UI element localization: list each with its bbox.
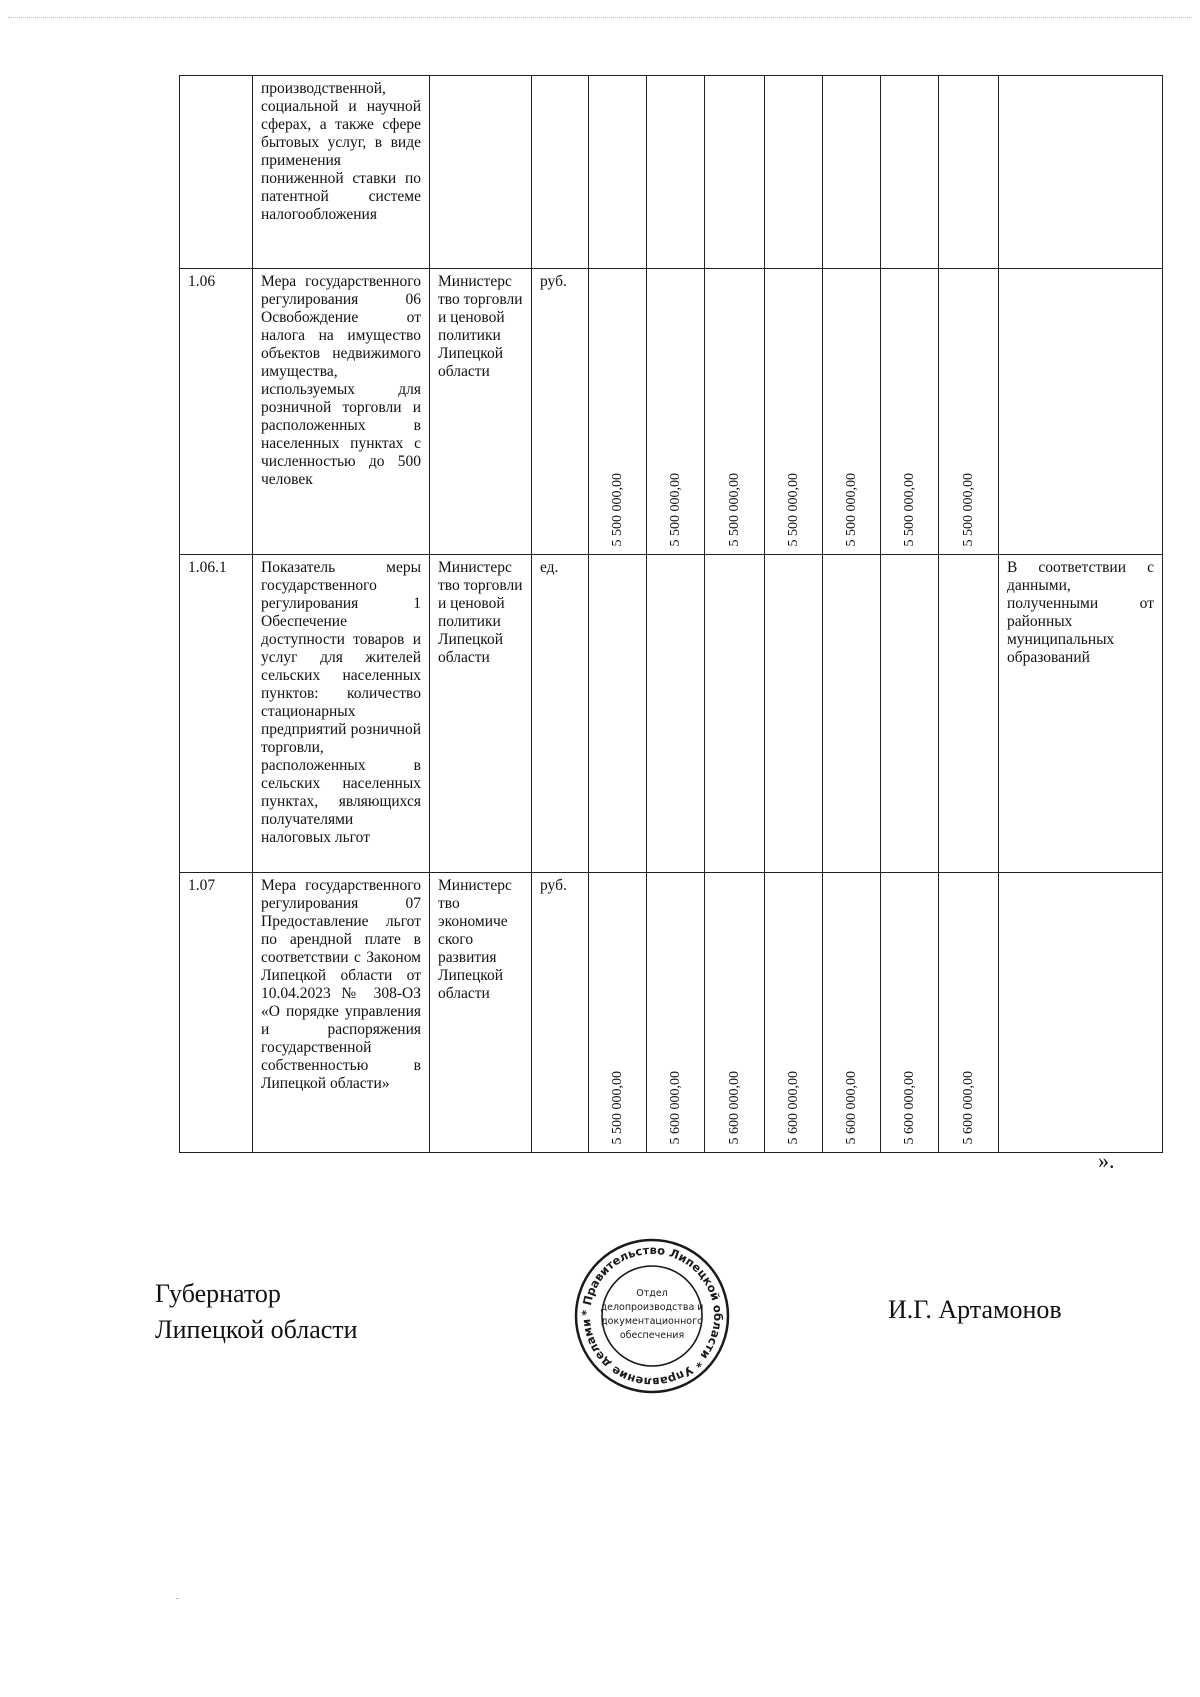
note-cell: В соответствии с данными, полученными от районных муниципальных образований [999,555,1163,873]
measure-description: Показатель меры государственного регулирования 1 Обеспечение доступности товаров и услуг для жителей сельских населенных пунктов: количество стационарных предприятий розничной торговли, расположенных в сельских населенных пунктах, являющихся получателями налоговых льгот [253,555,430,873]
closing-quote-mark: ». [1098,1148,1115,1173]
note-cell [999,269,1163,555]
row-number: 1.06.1 [180,555,253,873]
row-number: 1.07 [180,873,253,1153]
value-cell [589,76,647,269]
value-cell: 5 600 000,00 [705,873,765,1153]
value-cell [939,76,999,269]
responsible-body [430,76,532,269]
unit-cell [532,76,589,269]
unit-cell: руб. [532,269,589,555]
responsible-body: Министерс тво торговли и ценовой политики Липецкой области [430,555,532,873]
stamp-center-line: делопроизводства и [600,1302,704,1313]
row-number [180,76,253,269]
value-cell: 5 500 000,00 [589,873,647,1153]
measure-description: Мера государственного регулирования 07 Предоставление льгот по арендной плате в соответствии с Законом Липецкой области от 10.04.2023 № 308-ОЗ «О порядке управления и распоряжения государственной собственностью в Липецкой области» [253,873,430,1153]
official-stamp [572,1236,732,1396]
signatory-title-line: Липецкой области [155,1315,358,1344]
measures-table [179,75,1163,1153]
table-row [180,76,1163,269]
signatory-title [155,1276,358,1348]
value-cell: 5 500 000,00 [765,269,823,555]
unit-cell: ед. [532,555,589,873]
value-cell: 5 500 000,00 [589,269,647,555]
stamp-center-line: Отдел [636,1288,668,1299]
value-cell [765,555,823,873]
measure-description: производственной, социальной и научной сферах, а также сфере бытовых услуг, в виде применения пониженной ставки по патентной системе налогообложения [253,76,430,269]
responsible-body: Министерс тво экономиче ского развития Липецкой области [430,873,532,1153]
table-row [180,873,1163,1153]
value-cell [705,76,765,269]
stamp-center-line: документационного [601,1316,703,1327]
row-number: 1.06 [180,269,253,555]
value-cell [705,555,765,873]
value-cell [881,76,939,269]
scan-top-edge [8,17,1192,18]
responsible-body: Министерс тво торговли и ценовой политики Липецкой области [430,269,532,555]
scan-speck [176,1598,179,1599]
value-cell: 5 600 000,00 [823,873,881,1153]
value-cell: 5 500 000,00 [705,269,765,555]
measure-description: Мера государственного регулирования 06 Освобождение от налога на имущество объектов недвижимого имущества, используемых для розничной торговли и расположенных в населенных пунктах с численностью до 500 человек [253,269,430,555]
value-cell [647,555,705,873]
value-cell: 5 500 000,00 [647,269,705,555]
value-cell [939,555,999,873]
unit-cell: руб. [532,873,589,1153]
value-cell: 5 500 000,00 [823,269,881,555]
signatory-title-line: Губернатор [155,1279,281,1308]
value-cell: 5 600 000,00 [647,873,705,1153]
stamp-center-line: обеспечения [619,1330,685,1341]
value-cell [589,555,647,873]
value-cell [881,555,939,873]
value-cell [647,76,705,269]
table-row [180,555,1163,873]
value-cell: 5 500 000,00 [939,269,999,555]
note-cell [999,76,1163,269]
note-cell [999,873,1163,1153]
value-cell [823,76,881,269]
value-cell: 5 600 000,00 [881,873,939,1153]
stamp-outer-text: * Правительство Липецкой области * Управление делами [578,1242,726,1390]
value-cell: 5 600 000,00 [765,873,823,1153]
value-cell: 5 500 000,00 [881,269,939,555]
value-cell: 5 600 000,00 [939,873,999,1153]
signatory-name: И.Г. Артамонов [888,1295,1062,1324]
table-row [180,269,1163,555]
value-cell [823,555,881,873]
value-cell [765,76,823,269]
